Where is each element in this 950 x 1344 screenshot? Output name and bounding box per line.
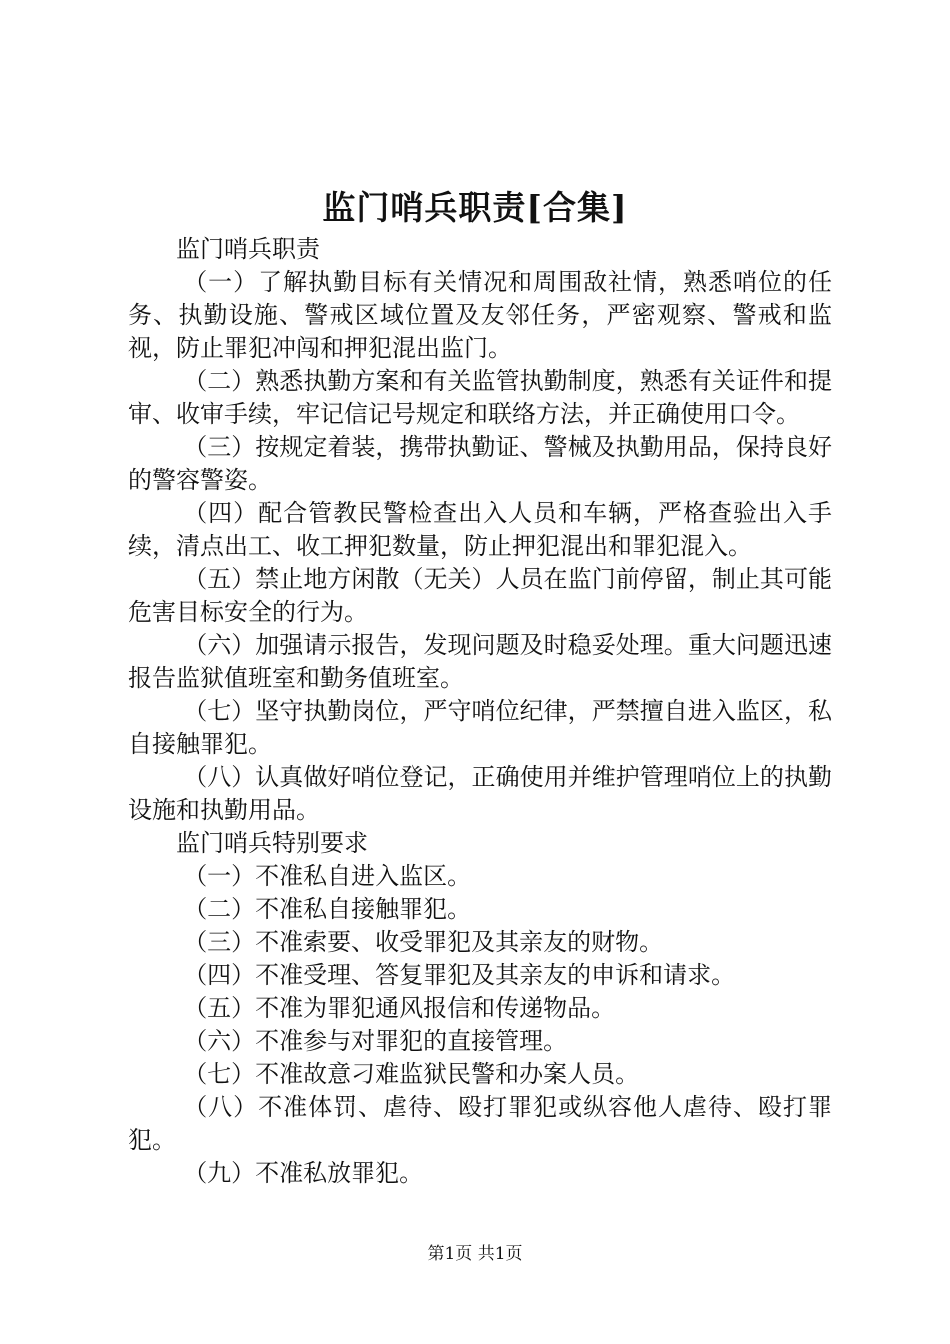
paragraph-duty-6: （六）加强请示报告，发现问题及时稳妥处理。重大问题迅速报告监狱值班室和勤务值班室。 <box>128 631 832 692</box>
paragraph-requirement-3: （三）不准索要、收受罪犯及其亲友的财物。 <box>183 928 664 956</box>
page-title: 监门哨兵职责[合集] <box>322 188 628 227</box>
paragraph-duty-5: （五）禁止地方闲散（无关）人员在监门前停留，制止其可能危害目标安全的行为。 <box>128 565 832 626</box>
paragraph-requirements-heading: 监门哨兵特别要求 <box>176 829 368 857</box>
paragraph-section-heading: 监门哨兵职责 <box>176 235 320 263</box>
paragraph-requirement-2: （二）不准私自接触罪犯。 <box>183 895 472 923</box>
paragraph-requirement-9: （九）不准私放罪犯。 <box>183 1159 424 1187</box>
paragraph-requirement-5: （五）不准为罪犯通风报信和传递物品。 <box>183 994 616 1022</box>
paragraph-duty-7: （七）坚守执勤岗位，严守哨位纪律，严禁擅自进入监区，私自接触罪犯。 <box>128 697 832 758</box>
paragraph-requirement-4: （四）不准受理、答复罪犯及其亲友的申诉和请求。 <box>183 961 736 989</box>
paragraph-requirement-8: （八）不准体罚、虐待、殴打罪犯或纵容他人虐待、殴打罪犯。 <box>128 1093 832 1154</box>
paragraph-requirement-6: （六）不准参与对罪犯的直接管理。 <box>183 1027 568 1055</box>
document-body <box>128 233 832 1190</box>
page-footer: 第1页 共1页 <box>427 1244 523 1264</box>
paragraph-requirement-7: （七）不准故意刁难监狱民警和办案人员。 <box>183 1060 640 1088</box>
paragraph-duty-3: （三）按规定着装，携带执勤证、警械及执勤用品，保持良好的警容警姿。 <box>128 433 832 494</box>
paragraph-requirement-1: （一）不准私自进入监区。 <box>183 862 472 890</box>
paragraph-duty-2: （二）熟悉执勤方案和有关监管执勤制度，熟悉有关证件和提审、收审手续，牢记信记号规定和联络方法，并正确使用口令。 <box>128 367 832 428</box>
paragraph-duty-4: （四）配合管教民警检查出入人员和车辆，严格查验出入手续，清点出工、收工押犯数量，防止押犯混出和罪犯混入。 <box>128 499 832 560</box>
paragraph-duty-1: （一）了解执勤目标有关情况和周围敌社情，熟悉哨位的任务、执勤设施、警戒区域位置及友邻任务，严密观察、警戒和监视，防止罪犯冲闯和押犯混出监门。 <box>128 268 832 362</box>
paragraph-duty-8: （八）认真做好哨位登记，正确使用并维护管理哨位上的执勤设施和执勤用品。 <box>128 763 832 824</box>
